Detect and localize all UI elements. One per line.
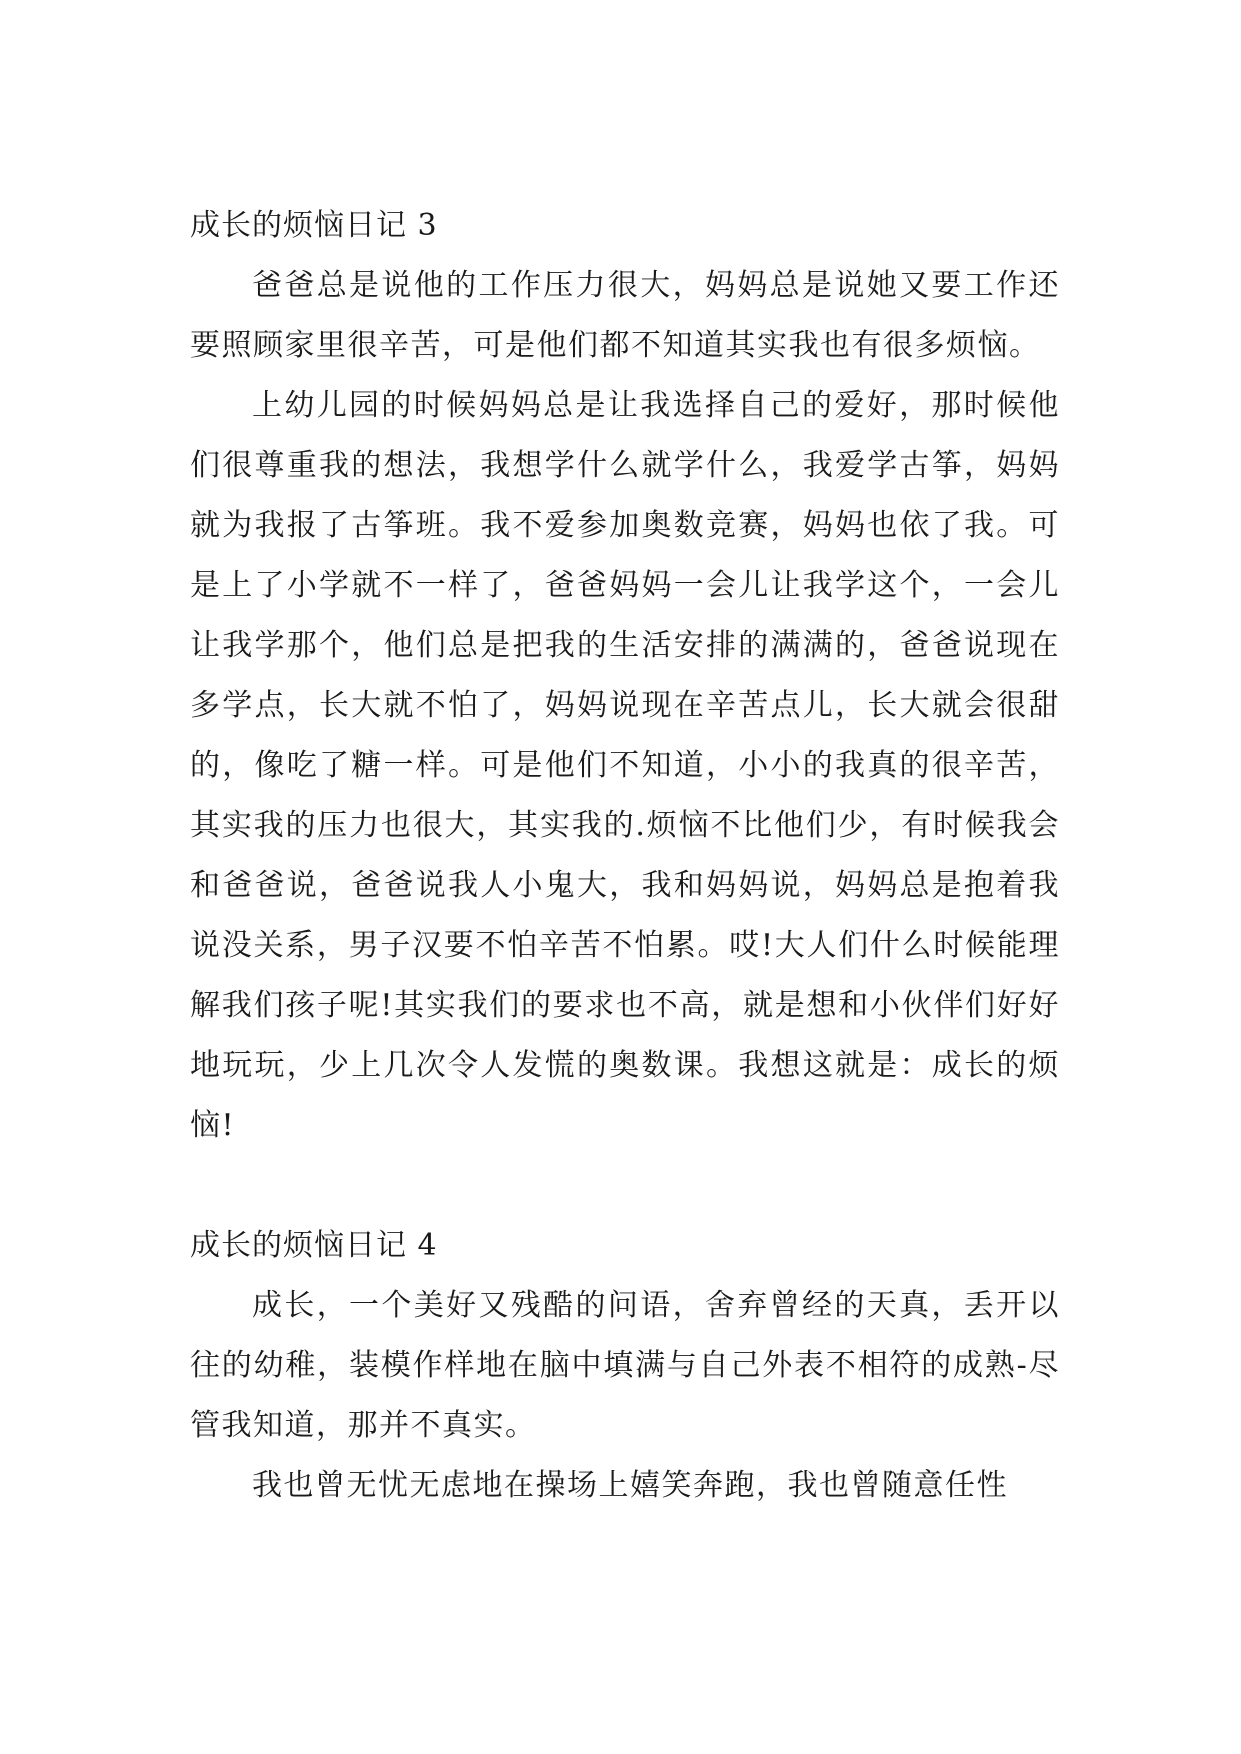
section-title: 成长的烦恼日记 3 <box>190 208 438 243</box>
diary-section-4 <box>190 1216 1060 1516</box>
paragraph: 爸爸总是说他的工作压力很大，妈妈总是说她又要工作还要照顾家里很辛苦，可是他们都不知道其实我也有很多烦恼。 <box>190 268 1060 363</box>
diary-section-3 <box>190 196 1060 1156</box>
section-title: 成长的烦恼日记 4 <box>190 1228 438 1263</box>
document-body <box>190 196 1060 1516</box>
section-spacer <box>190 1156 1060 1216</box>
paragraph: 成长，一个美好又残酷的问语，舍弃曾经的天真，丢开以往的幼稚，装模作样地在脑中填满与自己外表不相符的成熟-尽管我知道，那并不真实。 <box>190 1288 1060 1443</box>
paragraph: 上幼儿园的时候妈妈总是让我选择自己的爱好，那时候他们很尊重我的想法，我想学什么就学什么，我爱学古筝，妈妈就为我报了古筝班。我不爱参加奥数竞赛，妈妈也依了我。可是上了小学就不一样了，爸爸妈妈一会儿让我学这个，一会儿让我学那个，他们总是把我的生活安排的满满的，爸爸说现在多学点，长大就不怕了，妈妈说现在辛苦点儿，长大就会很甜的，像吃了糖一样。可是他们不知道，小小的我真的很辛苦，其实我的压力也很大，其实我的.烦恼不比他们少，有时候我会和爸爸说，爸爸说我人小鬼大，我和妈妈说，妈妈总是抱着我说没关系，男子汉要不怕辛苦不怕累。哎!大人们什么时候能理解我们孩子呢!其实我们的要求也不高，就是想和小伙伴们好好地玩玩，少上几次令人发慌的奥数课。我想这就是：成长的烦恼! <box>190 388 1060 1143</box>
paragraph: 我也曾无忧无虑地在操场上嬉笑奔跑，我也曾随意任性 <box>252 1468 1008 1503</box>
